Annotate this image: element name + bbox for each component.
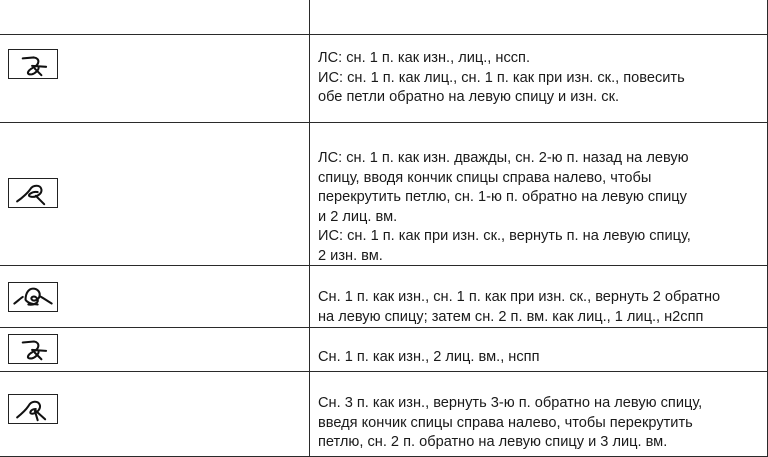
row-line: ИС: сн. 1 п. как лиц., сн. 1 п. как при изн. ск., повесить (318, 69, 685, 86)
double-loop-icon (8, 394, 58, 424)
row-line: Сн. 1 п. как изн., сн. 1 п. как при изн. ск., вернуть 2 обратно (318, 289, 721, 305)
row-line: 2 изн. вм. (318, 247, 383, 264)
row-description (318, 348, 758, 368)
table-row (0, 327, 768, 372)
row-line: Сн. 3 п. как изн., вернуть 3-ю п. обратно на левую спицу, (318, 395, 703, 411)
row-line: и 2 лиц. вм. (318, 208, 398, 225)
table-row (0, 265, 768, 328)
row-description (318, 49, 758, 108)
row-line: на левую спицу; затем сн. 2 п. вм. как лиц., 1 лиц., н2спп (318, 308, 704, 325)
row-line: ИС: сн. 1 п. как при изн. ск., вернуть п. на левую спицу, (318, 228, 691, 245)
centered-loop-icon (8, 282, 58, 312)
row-line: спицу, вводя кончик спицы справа налево, чтобы (318, 169, 652, 186)
column-divider (309, 0, 310, 456)
table-row (0, 122, 768, 266)
row-description (318, 394, 758, 453)
row-description (318, 149, 758, 267)
row-line: петлю, сн. 2 п. обратно на левую спицу и 3 лиц. вм. (318, 434, 668, 451)
row-line: ЛС: сн. 1 п. как изн., лиц., нссп. (318, 50, 531, 66)
twisted-loop-icon (8, 178, 58, 208)
row-description (318, 288, 758, 327)
row-line: ЛС: сн. 1 п. как изн. дважды, сн. 2-ю п. назад на левую (318, 150, 689, 166)
table-row (0, 34, 768, 123)
row-line: обе петли обратно на левую спицу и изн. ск. (318, 89, 620, 106)
row-line: введя кончик спицы справа налево, чтобы перекрутить (318, 414, 693, 431)
row-line: перекрутить петлю, сн. 1-ю п. обратно на левую спицу (318, 189, 687, 206)
slip-cross-icon (8, 334, 58, 364)
table-row (0, 0, 768, 34)
left-slip-twist-icon (8, 49, 58, 79)
table-row (0, 371, 768, 457)
row-line: Сн. 1 п. как изн., 2 лиц. вм., нспп (318, 349, 540, 365)
